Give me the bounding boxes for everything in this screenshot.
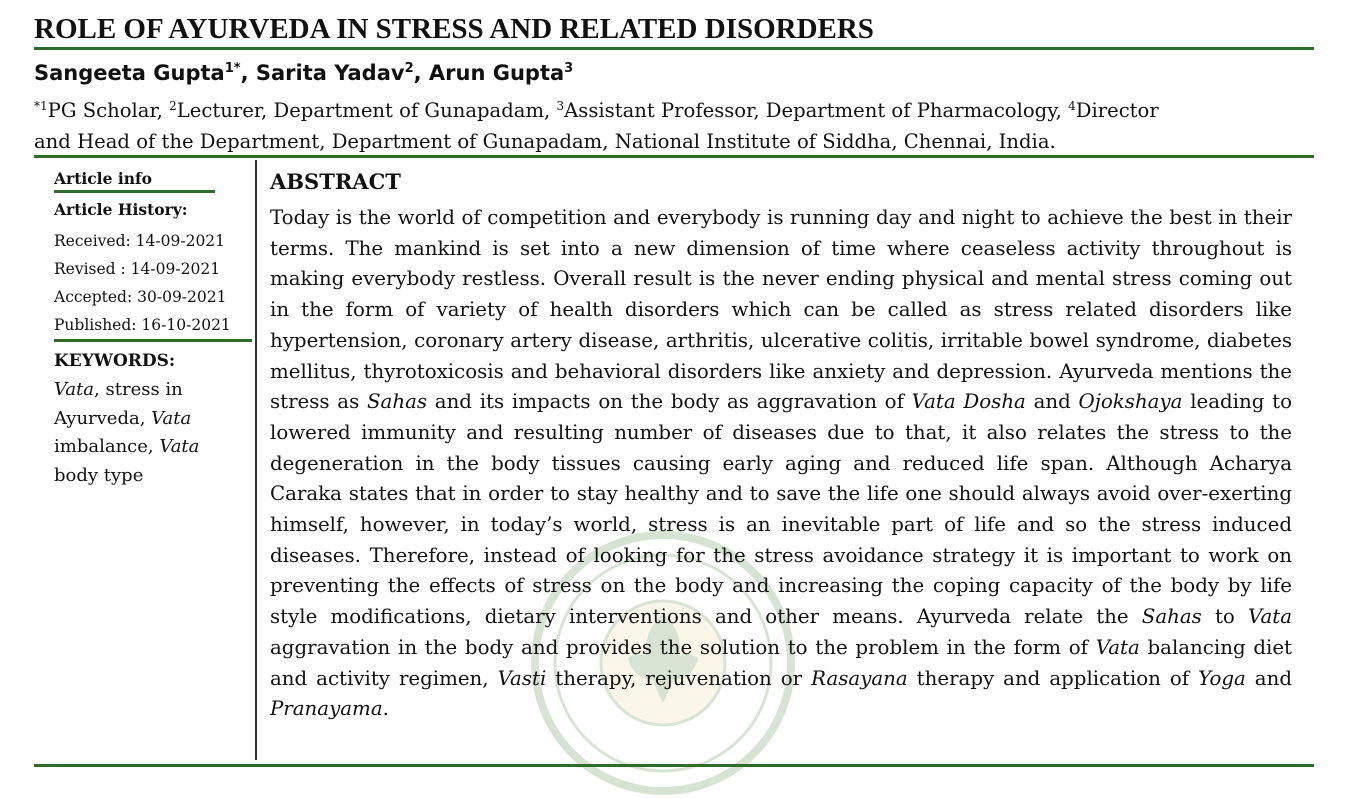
- italic-term: Vata: [1248, 605, 1293, 629]
- italic-term: Pranayama: [270, 697, 383, 721]
- affiliations: [34, 95, 1294, 157]
- header-rule: [34, 155, 1314, 158]
- author-list: [34, 58, 573, 88]
- text-run: imbalance,: [54, 436, 160, 457]
- author-name: Arun Gupta: [428, 61, 565, 85]
- article-info-heading: Article info: [54, 169, 152, 188]
- affiliation-mark: 4: [1068, 99, 1076, 113]
- text-run: aggravation in the body and provides the solution to the problem in the form of: [270, 635, 1096, 659]
- article-info-sidebar: [54, 168, 248, 490]
- author-mark: 2: [404, 61, 414, 76]
- keywords-text: [54, 376, 244, 490]
- text-run: therapy, rejuvenation or: [546, 666, 812, 690]
- text-run: and its impacts on the body as aggravation of: [427, 390, 912, 414]
- footer-rule: [34, 764, 1314, 767]
- keywords-heading: KEYWORDS:: [54, 351, 176, 371]
- article-history-heading: Article History:: [54, 200, 188, 219]
- italic-term: Ojokshaya: [1078, 390, 1183, 414]
- affiliation-line-1: [34, 95, 1294, 126]
- italic-term: Vasti: [497, 666, 547, 690]
- history-received: Received: 14-09-2021: [54, 232, 226, 250]
- italic-term: Yoga: [1198, 666, 1246, 690]
- author-separator: ,: [240, 61, 256, 85]
- affiliation-mark: *1: [34, 99, 48, 113]
- text-run: body type: [54, 464, 144, 486]
- author-mark: 3: [564, 61, 574, 76]
- italic-term: Vata: [151, 407, 192, 429]
- affiliation-text: PG Scholar,: [47, 99, 170, 122]
- title-rule: [34, 47, 1314, 50]
- text-run: Today is the world of competition and everybody is running day and night to achieve the best in their terms. The mankind is set into a new dimension of time where ceaseless activity throughout is making everybody restless. Overall result is the never ending physical and mental stress coming out in the form of variety of health disorders which can be called as stress related disorders like hypertension, coronary artery disease, arthritis, ulcerative colitis, irritable bowel syndrome, diabetes mellitus, thyrotoxicosis and behavioral disorders like anxiety and depression. Ayurveda mentions the stress as: [270, 206, 1292, 414]
- affiliation-text: Assistant Professor, Department of Pharmacology,: [564, 99, 1069, 122]
- text-run: and: [1245, 666, 1293, 690]
- history-revised: Revised : 14-09-2021: [54, 260, 221, 278]
- affiliation-text: Lecturer, Department of Gunapadam,: [176, 99, 557, 122]
- article-info-rule: [54, 190, 215, 193]
- italic-term: Rasayana: [811, 666, 908, 690]
- column-divider: [255, 160, 257, 760]
- text-run: balancing diet and activity regimen,: [270, 635, 1292, 690]
- abstract-heading: ABSTRACT: [270, 169, 401, 194]
- italic-term: Vata: [159, 436, 200, 457]
- abstract-text: [270, 203, 1292, 725]
- text-run: and: [1025, 390, 1079, 414]
- history-accepted: Accepted: 30-09-2021: [54, 288, 227, 306]
- author-name: Sarita Yadav: [255, 61, 405, 85]
- text-run: , stress in Ayurveda,: [54, 379, 183, 429]
- text-run: to: [1201, 605, 1248, 629]
- author-mark: 1*: [224, 61, 241, 76]
- text-run: .: [382, 697, 389, 721]
- italic-term: Sahas: [1141, 605, 1202, 629]
- history-published: Published: 16-10-2021: [54, 316, 231, 334]
- italic-term: Vata: [54, 379, 95, 400]
- text-run: therapy and application of: [907, 666, 1199, 690]
- affiliation-text: Director: [1075, 99, 1159, 122]
- italic-term: Vata: [1095, 635, 1140, 659]
- affiliation-mark: 3: [556, 99, 565, 113]
- text-run: leading to lowered immunity and resulting number of diseases due to that, it also relates the stress to the degeneration in the body tissues causing early aging and reduced life span. Although Acharya Caraka states that in order to stay healthy and to save the life one should always avoid over-exerting himself, however, in today’s world, stress is an inevitable part of life and so the stress induced diseases. Therefore, instead of looking for the stress avoidance strategy it is important to work on preventing the effects of stress on the body and increasing the coping capacity of the body by life style modifications, dietary interventions and other means. Ayurveda relate the: [270, 390, 1293, 629]
- paper-title: ROLE OF AYURVEDA IN STRESS AND RELATED DISORDERS: [34, 13, 874, 45]
- history-rule: [54, 339, 252, 342]
- affiliation-line-2: and Head of the Department, Department of Gunapadam, National Institute of Siddha, Chennai, India.: [34, 130, 1056, 153]
- italic-term: Sahas: [367, 390, 428, 414]
- affiliation-mark: 2: [169, 99, 177, 113]
- author-name: Sangeeta Gupta: [34, 61, 225, 85]
- italic-term: Vata Dosha: [911, 390, 1026, 414]
- author-separator: ,: [413, 61, 429, 85]
